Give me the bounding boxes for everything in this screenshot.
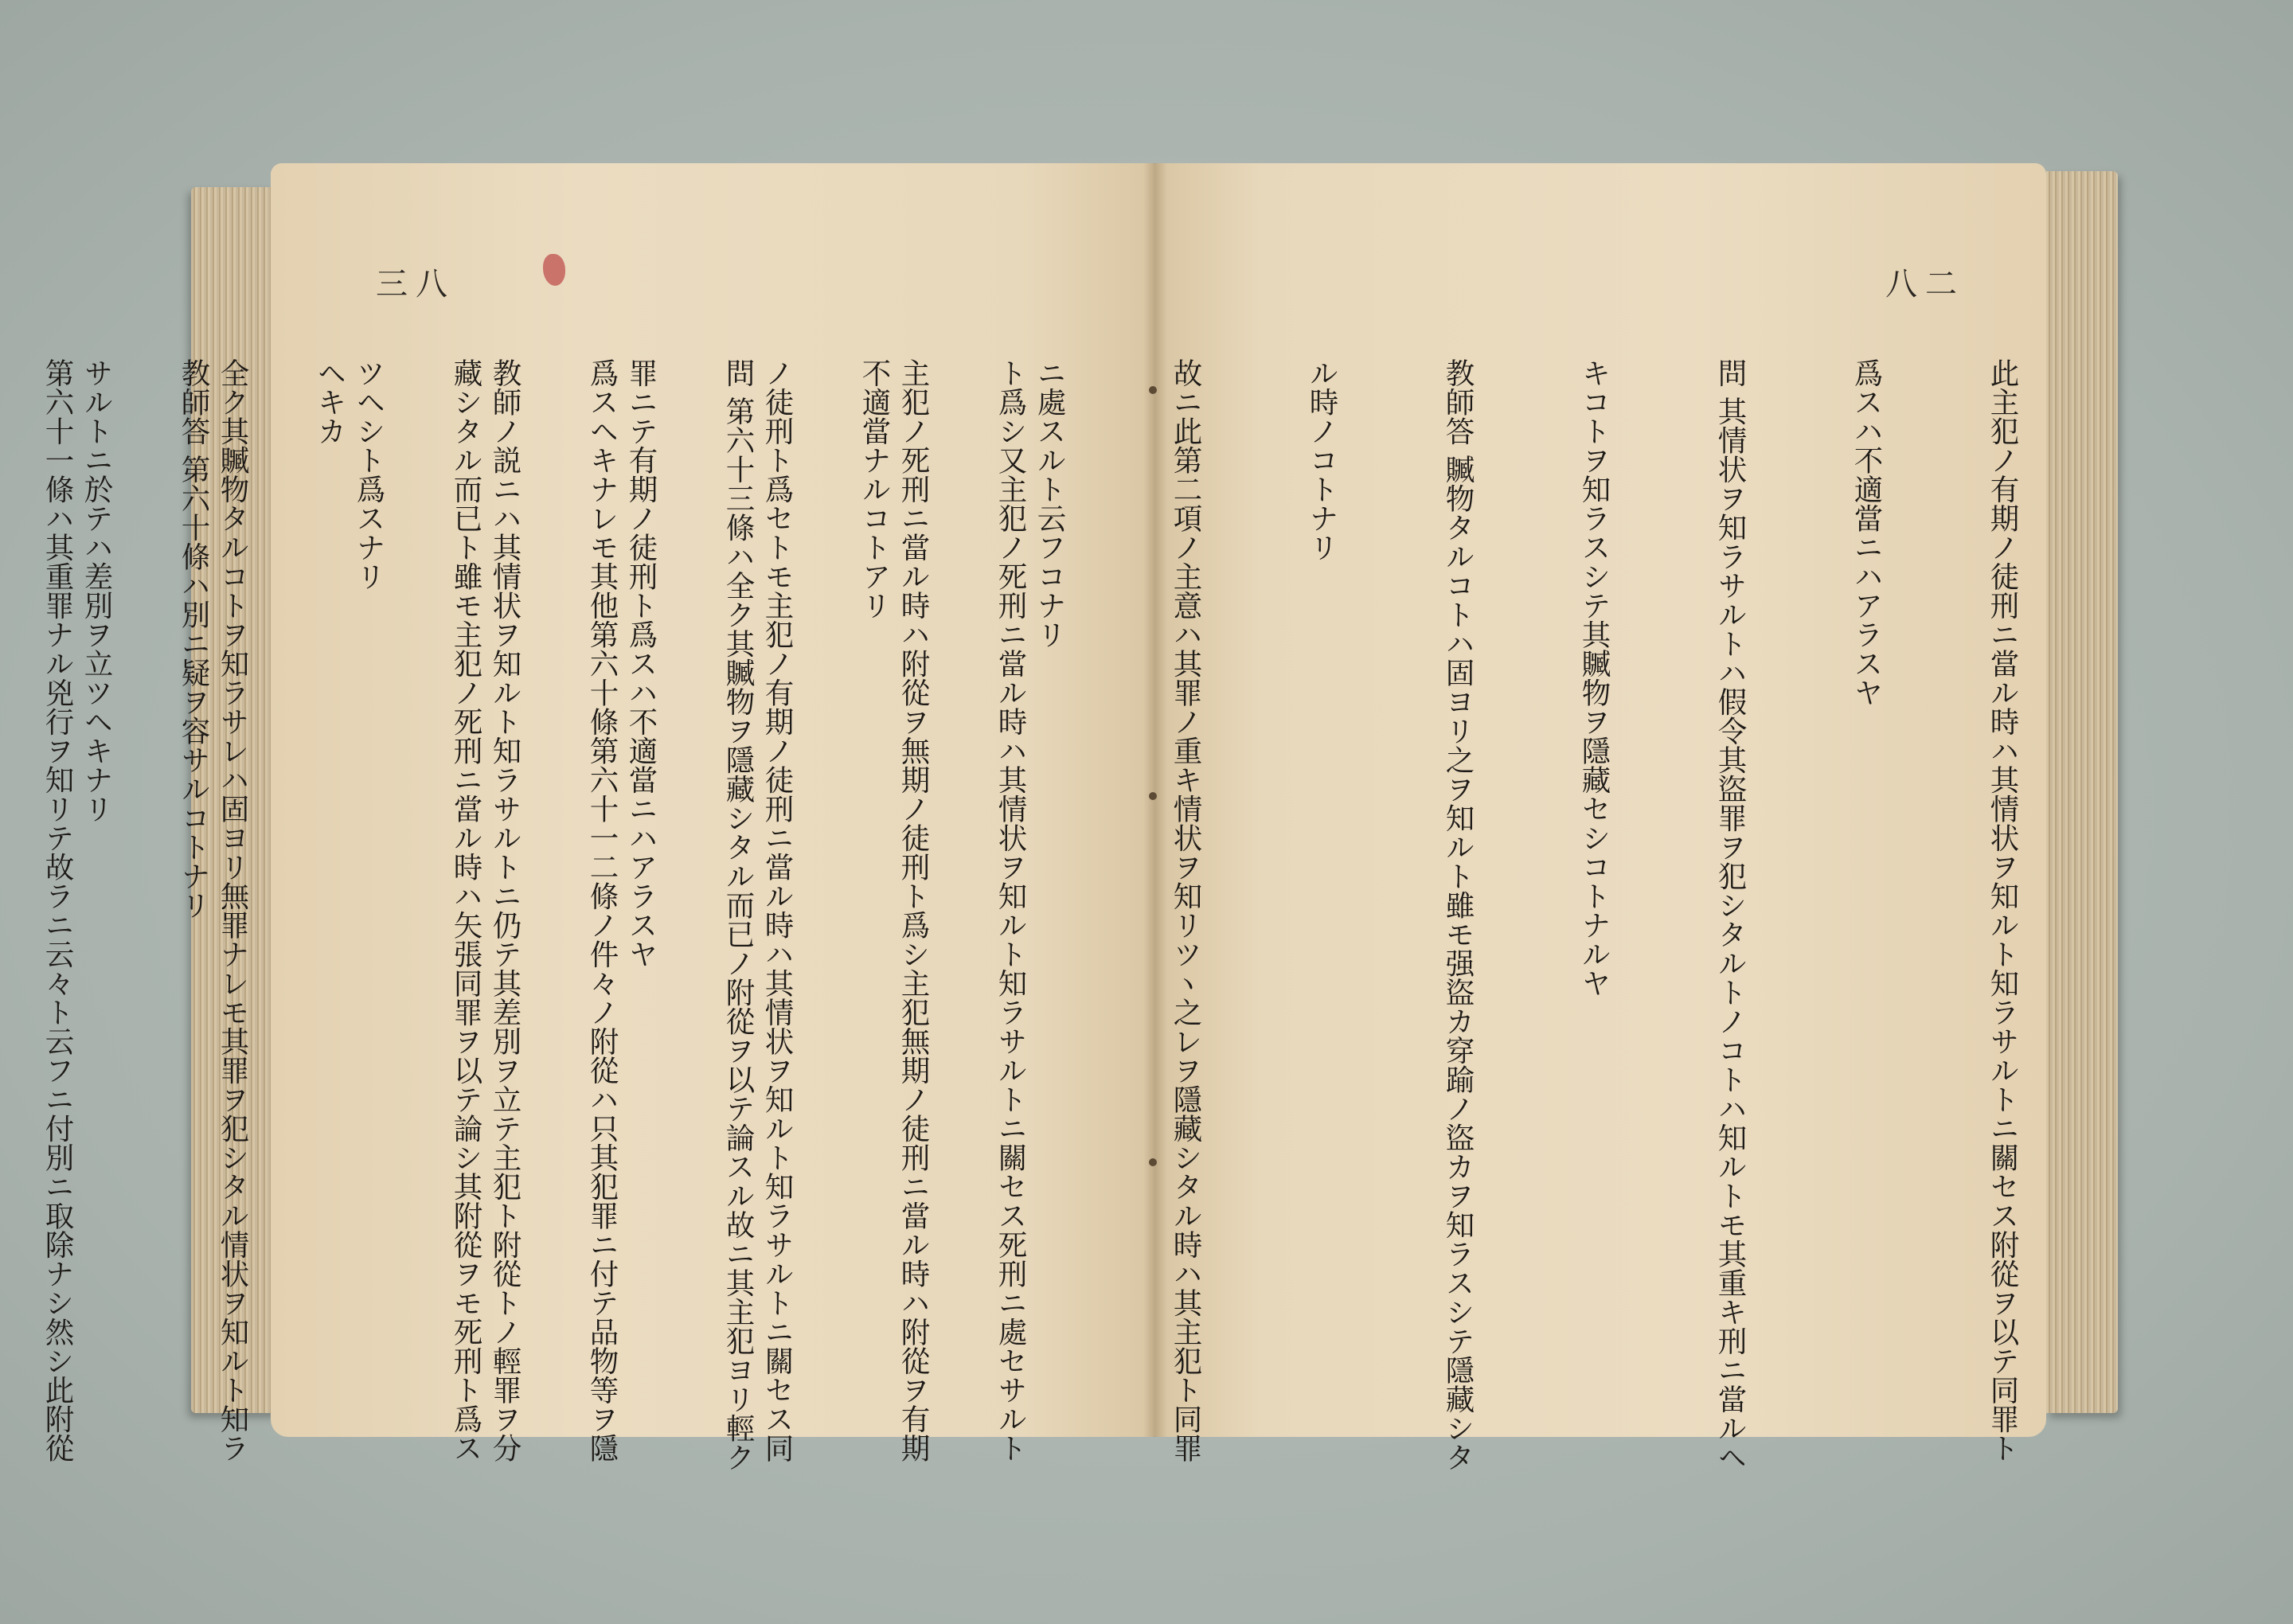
text-column: ニ處スルト云フコナリ bbox=[1033, 358, 1067, 649]
text-column: 爲スヘキナレモ其他第六十條第六十一二條ノ件々ノ附從ハ只其犯罪ニ付テ品物等ヲ隱 bbox=[585, 358, 619, 1462]
text-column: 第六十一條ハ其重罪ナル兇行ヲ知リテ故ラニ云々ト云フニ付別ニ取除ナシ然シ此附從 bbox=[41, 358, 75, 1462]
text-column: 全ク其贓物タルコトヲ知ラサレハ固ヨリ無罪ナレモ其罪ヲ犯シタル情状ヲ知ルト知ラ bbox=[216, 358, 250, 1462]
text-column: ツヘシト爲スナリ bbox=[352, 358, 386, 591]
open-book bbox=[41, 163, 2118, 1472]
text-column: 教師ノ説ニハ其情状ヲ知ルト知ラサルトニ仍テ其差別ヲ立テ主犯ト附從トノ輕罪ヲ分 bbox=[488, 358, 522, 1462]
text-column: 罪ニテ有期ノ徒刑ト爲スハ不適當ニハアラスヤ bbox=[624, 358, 658, 969]
text-column: 不適當ナルコトアリ bbox=[857, 358, 892, 620]
text-column: ノ徒刑ト爲セトモ主犯ノ有期ノ徒刑ニ當ル時ハ其情状ヲ知ルト知ラサルトニ關セス同 bbox=[760, 358, 795, 1462]
text-column: 教師答 贓物タルコトハ固ヨリ之ヲ知ルト雖モ强盜カ穿踰ノ盜カヲ知ラスシテ隱藏シタ bbox=[1441, 358, 1475, 1472]
red-ink-mark bbox=[543, 254, 565, 286]
text-column: 爲スハ不適當ニハアラスヤ bbox=[1850, 358, 1884, 707]
text-column: キコトヲ知ラスシテ其贓物ヲ隱藏セシコトナルヤ bbox=[1577, 358, 1611, 997]
text-column: ヘキカ bbox=[313, 358, 347, 446]
right-page-number: 八二 bbox=[1885, 266, 1965, 303]
text-column: 此主犯ノ有期ノ徒刑ニ當ル時ハ其情状ヲ知ルト知ラサルトニ關セス附從ヲ以テ同罪ト bbox=[1986, 358, 2020, 1462]
text-column: 問 第六十三條ハ全ク其贓物ヲ隱藏シタル而已ノ附從ヲ以テ論スル故ニ其主犯ヨリ輕ク bbox=[721, 358, 756, 1472]
text-column: ト爲シ又主犯ノ死刑ニ當ル時ハ其情状ヲ知ルト知ラサルトニ關セス死刑ニ處セサルト bbox=[994, 358, 1028, 1462]
text-column: 問 其情状ヲ知ラサルトハ假令其盜罪ヲ犯シタルトノコトハ知ルトモ其重キ刑ニ當ルヘ bbox=[1713, 358, 1748, 1472]
text-column: ル時ノコトナリ bbox=[1305, 358, 1339, 562]
text-column: サルトニ於テハ差別ヲ立ツヘキナリ bbox=[80, 358, 114, 823]
text-column: 教師答 第六十條ハ別ニ疑ヲ容サルコトナリ bbox=[177, 358, 211, 920]
left-page-number: 三八 bbox=[376, 266, 455, 303]
text-column: 故ニ此第二項ノ主意ハ其罪ノ重キ情状ヲ知リツヽ之レヲ隱藏シタル時ハ其主犯ト同罪 bbox=[1169, 358, 1203, 1462]
text-column: 藏シタル而已ト雖モ主犯ノ死刑ニ當ル時ハ矢張同罪ヲ以テ論シ其附從ヲモ死刑ト爲ス bbox=[449, 358, 483, 1462]
text-column: 主犯ノ死刑ニ當ル時ハ附從ヲ無期ノ徒刑ト爲シ主犯無期ノ徒刑ニ當ル時ハ附從ヲ有期 bbox=[896, 358, 931, 1462]
